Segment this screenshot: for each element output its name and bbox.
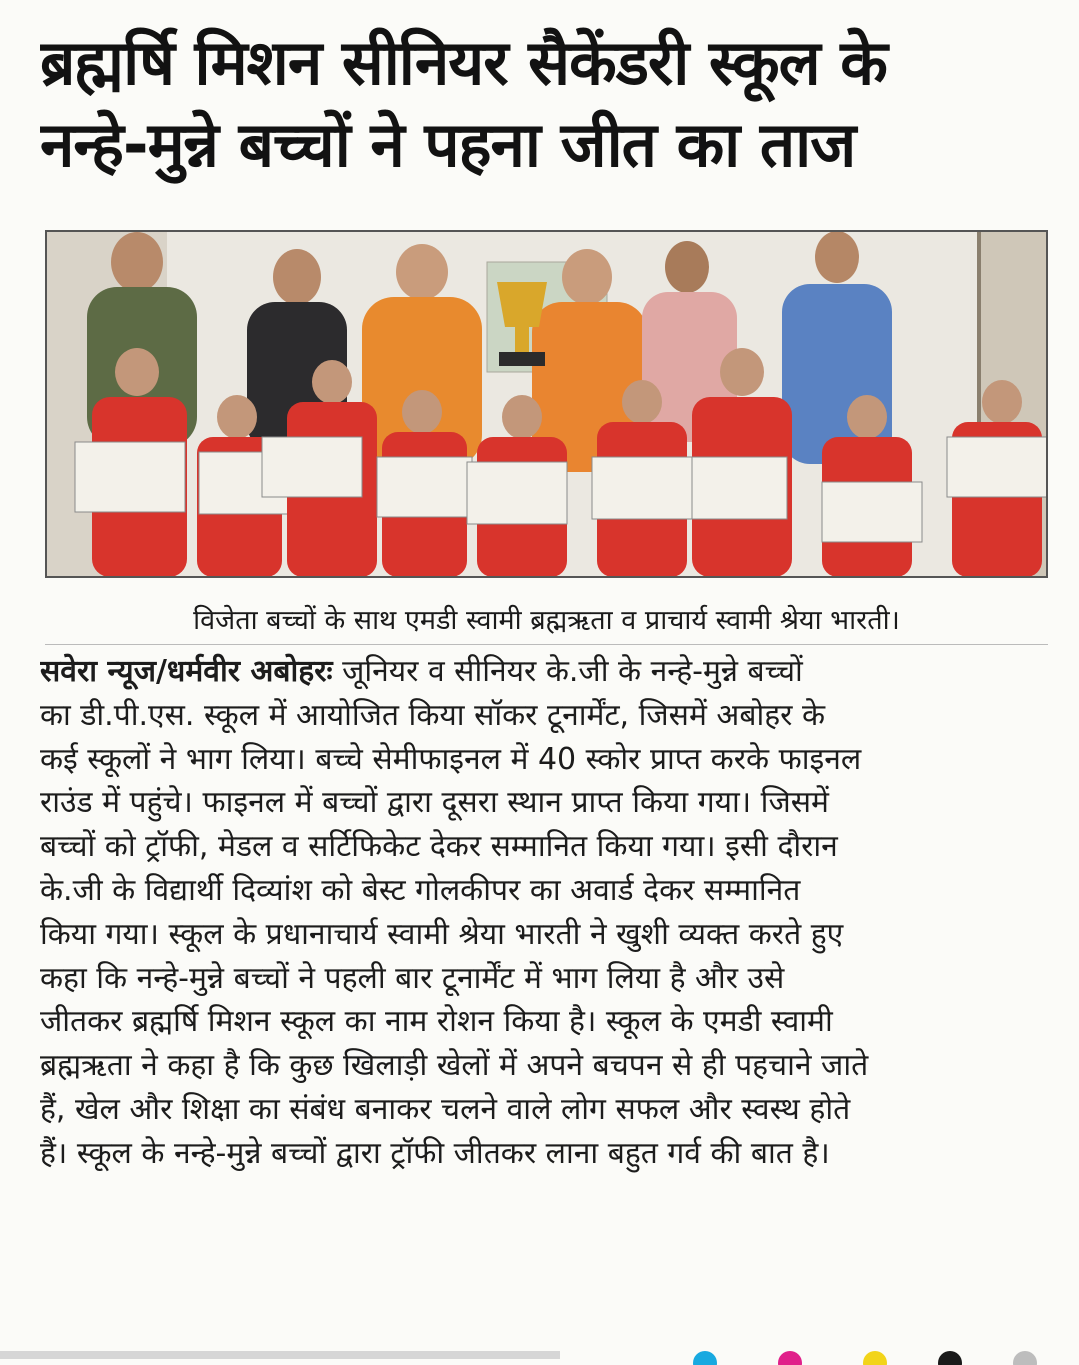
article-line: हैं। स्कूल के नन्हे-मुन्ने बच्चों द्वारा ट्रॉफी जीतकर लाना बहुत गर्व की बात है। [40, 1135, 830, 1171]
article-line: जीतकर ब्रह्मर्षि मिशन स्कूल का नाम रोशन किया है। स्कूल के एमडी स्वामी [40, 1004, 833, 1040]
article-line: कई स्कूलों ने भाग लिया। बच्चे सेमीफाइनल में 40 स्कोर प्राप्त करके फाइनल [40, 741, 862, 777]
article-line-text: जूनियर व सीनियर के.जी के नन्हे-मुन्ने बच्चों [332, 654, 803, 689]
headline-line-1: ब्रह्मर्षि मिशन सीनियर सैकेंडरी स्कूल के [40, 26, 887, 99]
news-photo [45, 230, 1048, 578]
article-line [40, 650, 1052, 694]
article-line: बच्चों को ट्रॉफी, मेडल व सर्टिफिकेट देकर सम्मानित किया गया। इसी दौरान [40, 829, 838, 865]
dateline: सवेरा न्यूज/धर्मवीर अबोहरः [40, 654, 333, 689]
article-line: हैं, खेल और शिक्षा का संबंध बनाकर चलने वाले लोग सफल और स्वस्थ होते [40, 1091, 851, 1127]
article-line: कहा कि नन्हे-मुन्ने बच्चों ने पहली बार टूनार्मेंट में भाग लिया है और उसे [40, 960, 785, 996]
article-line: किया गया। स्कूल के प्रधानाचार्य स्वामी श्रेया भारती ने खुशी व्यक्त करते हुए [40, 916, 844, 952]
article-line: के.जी के विद्यार्थी दिव्यांश को बेस्ट गोलकीपर का अवार्ड देकर सम्मानित [40, 872, 801, 908]
headline-line-2: नन्हे-मुन्ने बच्चों ने पहना जीत का ताज [40, 108, 856, 181]
article-body [40, 650, 1052, 1176]
photo-caption: विजेता बच्चों के साथ एमडी स्वामी ब्रह्मऋता व प्राचार्य स्वामी श्रेया भारती। [45, 592, 1048, 645]
photo-illustration [47, 232, 1046, 576]
article-line: राउंड में पहुंचे। फाइनल में बच्चों द्वारा दूसरा स्थान प्राप्त किया गया। जिसमें [40, 785, 829, 821]
article-line: ब्रह्मऋता ने कहा है कि कुछ खिलाड़ी खेलों में अपने बचपन से ही पहचाने जाते [40, 1048, 869, 1084]
article-line: का डी.पी.एस. स्कूल में आयोजित किया सॉकर टूनार्मेंट, जिसमें अबोहर के [40, 697, 826, 733]
print-registration-strip [0, 1345, 1079, 1365]
trophy [497, 282, 547, 366]
headline [40, 22, 1050, 186]
